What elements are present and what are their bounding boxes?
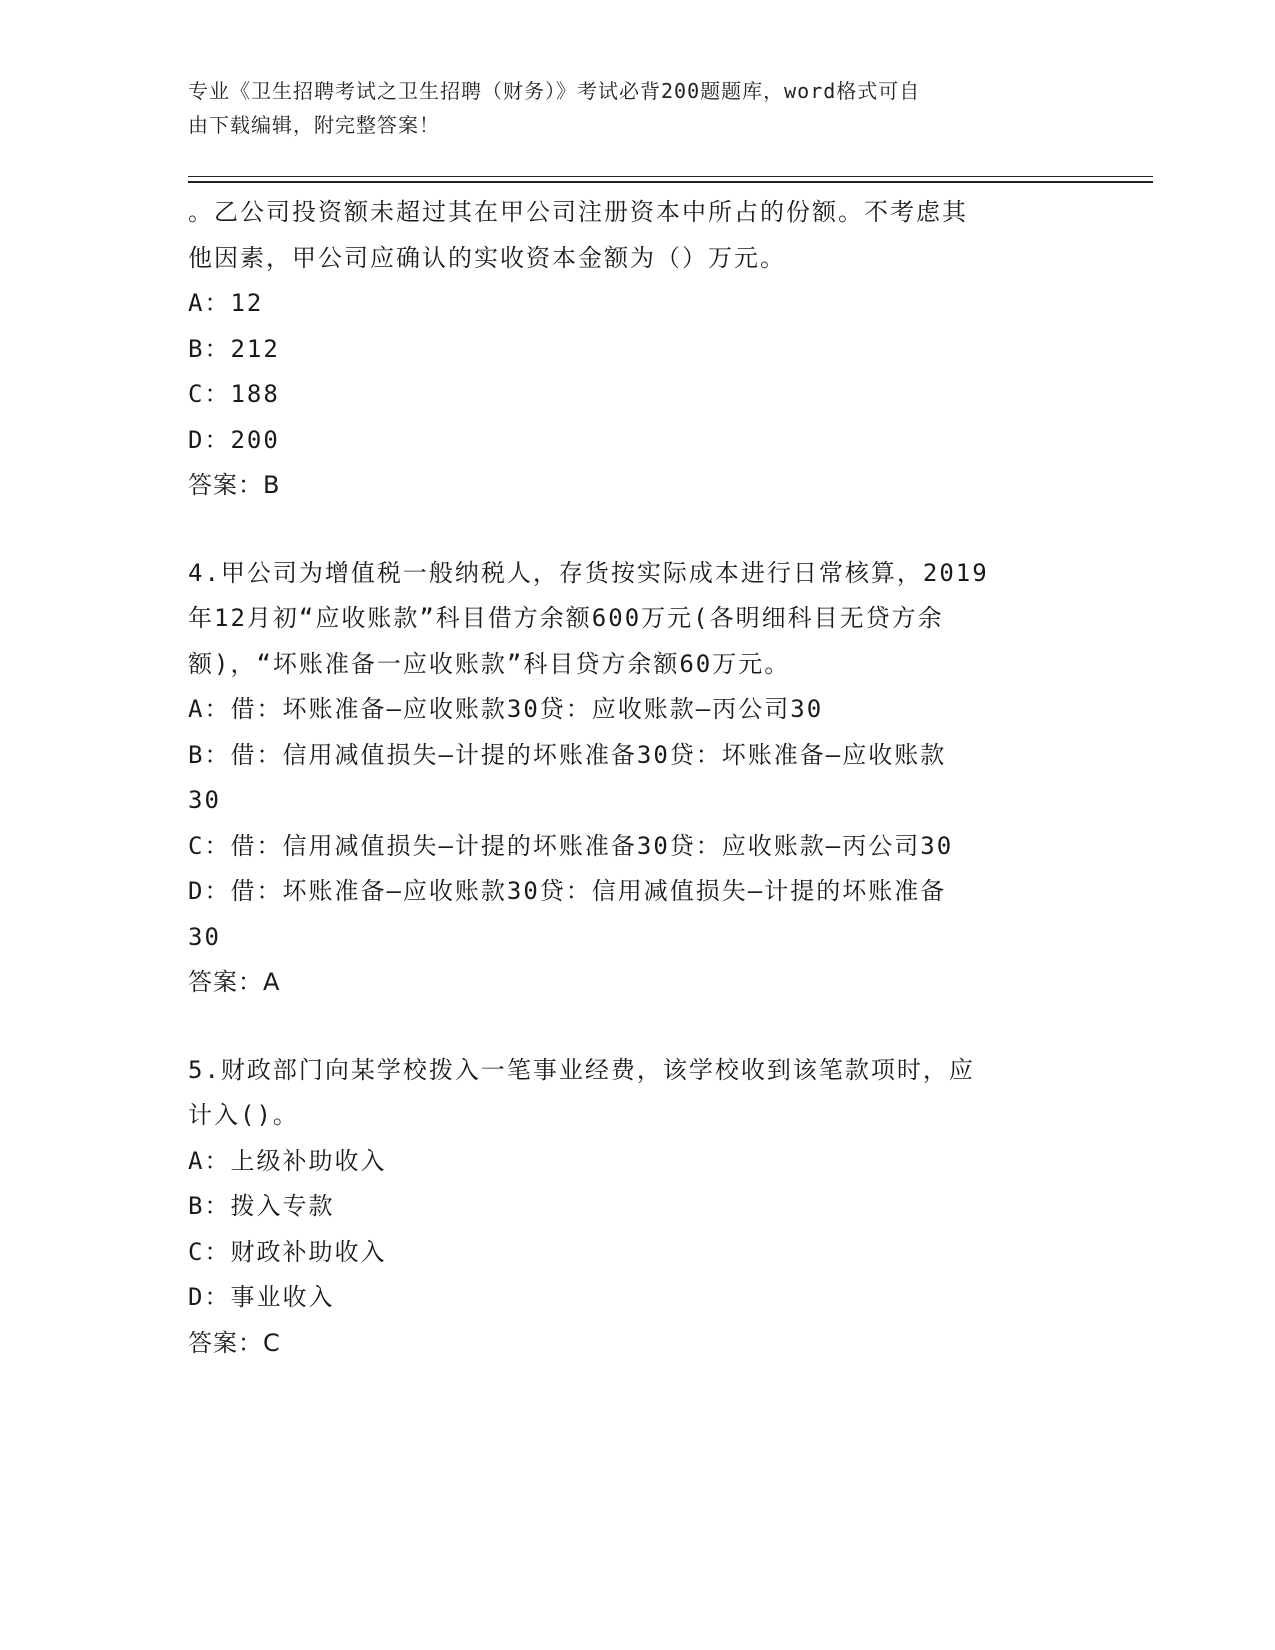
question-stem-line: 5.财政部门向某学校拨入一笔事业经费，该学校收到该笔款项时，应	[188, 1055, 975, 1084]
option-a: A：借：坏账准备—应收账款30贷：应收账款—丙公司30	[188, 695, 824, 723]
question-3	[188, 190, 1068, 509]
header-divider-thick	[188, 181, 1153, 183]
option-d: D：事业收入	[188, 1283, 335, 1311]
option-d: D：借：坏账准备—应收账款30贷：信用减值损失—计提的坏账准备	[188, 877, 947, 905]
answer-label: 答案：B	[188, 471, 281, 499]
question-spacer	[188, 1006, 1068, 1048]
question-5	[188, 1048, 1068, 1367]
option-d: D：200	[188, 425, 280, 454]
option-c: C：借：信用减值损失—计提的坏账准备30贷：应收账款—丙公司30	[188, 831, 954, 860]
question-stem-line: 额)，“坏账准备一应收账款”科目贷方余额60万元。	[188, 649, 791, 678]
option-b-continued: 30	[188, 786, 221, 814]
question-4	[188, 551, 1068, 1006]
option-b: B：212	[188, 334, 280, 363]
option-a: A：上级补助收入	[188, 1146, 387, 1175]
question-stem-line: 他因素，甲公司应确认的实收资本金额为（）万元。	[188, 243, 786, 272]
question-content	[188, 190, 1068, 1366]
option-c: C：188	[188, 380, 280, 408]
question-stem-line: 。乙公司投资额未超过其在甲公司注册资本中所占的份额。不考虑其	[188, 198, 968, 226]
header-title-line-2: 由下载编辑，附完整答案！	[188, 113, 440, 137]
question-stem-line: 4.甲公司为增值税一般纳税人，存货按实际成本进行日常核算，2019	[188, 558, 989, 587]
document-header	[188, 74, 1068, 142]
option-b: B：借：信用减值损失—计提的坏账准备30贷：坏账准备—应收账款	[188, 740, 947, 769]
question-spacer	[188, 509, 1068, 551]
question-stem-line: 计入()。	[188, 1101, 299, 1129]
option-d-continued: 30	[188, 922, 221, 951]
header-divider-thin	[188, 176, 1153, 177]
option-a: A：12	[188, 289, 264, 317]
answer-label: 答案：A	[188, 968, 281, 996]
answer-label: 答案：C	[188, 1328, 281, 1357]
option-b: B：拨入专款	[188, 1192, 335, 1220]
question-stem-line: 年12月初“应收账款”科目借方余额600万元(各明细科目无贷方余	[188, 604, 944, 632]
header-title-line-1: 专业《卫生招聘考试之卫生招聘（财务）》考试必背200题题库，word格式可自	[188, 79, 921, 103]
option-c: C：财政补助收入	[188, 1237, 387, 1266]
